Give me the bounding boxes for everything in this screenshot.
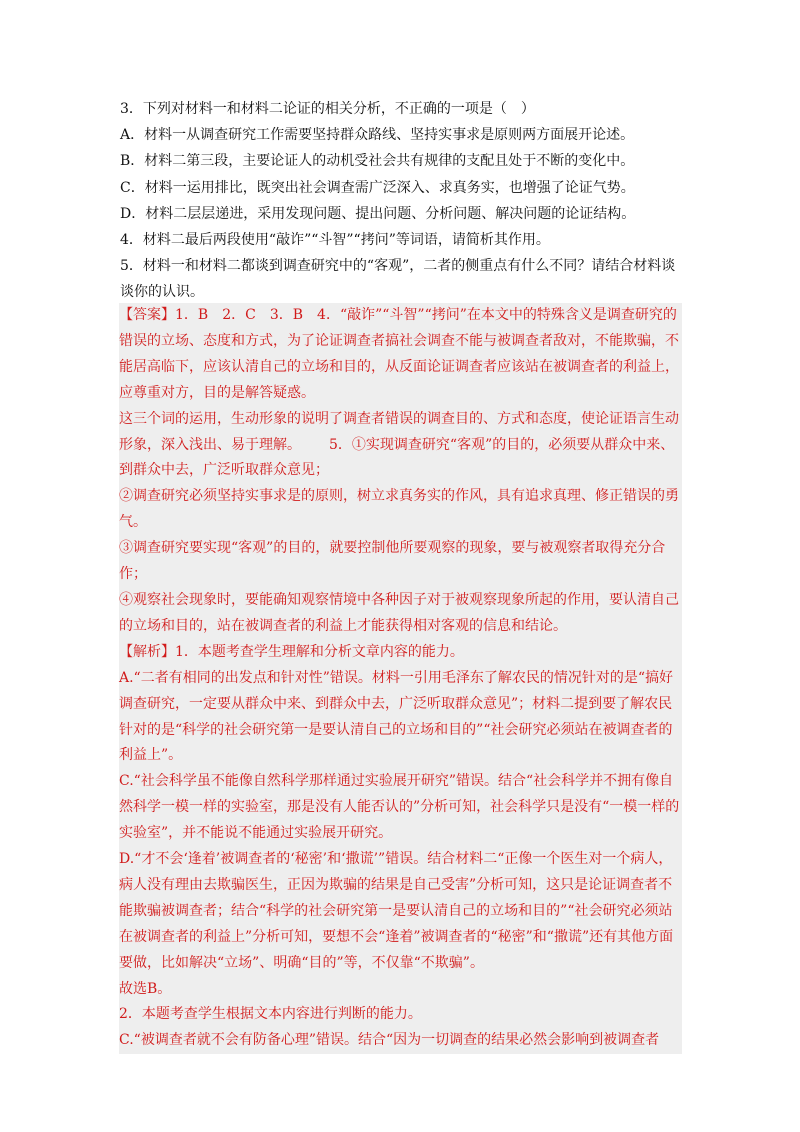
analysis-choose: 故选B。 [119,980,172,997]
answer-point-4: ④观察社会现象时，要能确知观察情境中各种因子对于被观察现象所起的作用，要认清自己的立场和目的，站在被调查者的利益上才能获得相对客观的信息和结论。 [119,591,679,634]
answer-q5: 5．①实现调查研究“客观”的目的，必须要从群众中来、到群众中去，广泛听取群众意见； [119,436,675,479]
answer-line [119,303,682,407]
answer-tag: 【答案】 [119,307,175,323]
answer-mc-1: 1．B [175,307,209,323]
option-d: D．材料二层层递进，采用发现问题、提出问题、分析问题、解决问题的论证结构。 [120,205,636,222]
analysis-c2: C.“被调查者就不会有防备心理”错误。结合“因为一切调查的结果必然会影响到被调查者 [119,1032,660,1049]
answer-mc-2: 2．C [222,307,256,323]
questions-block [120,96,680,306]
option-b: B．材料二第三段，主要论证人的动机受社会共有规律的支配且处于不断的变化中。 [120,153,635,170]
answer-point-3: ③调查研究要实现“客观”的目的，就要控制他所要观察的现象，要与被观察者取得充分合作； [119,540,666,583]
option-a: A．材料一从调查研究工作需要坚持群众路线、坚持实事求是原则两方面展开论述。 [120,127,635,144]
question-4: 4．材料二最后两段使用“敲诈”“斗智”“拷问”等词语，请简析其作用。 [120,232,550,249]
question-3: 3．下列对材料一和材料二论证的相关分析，不正确的一项是（ ） [120,101,535,117]
answer-q4: 4．“敲诈”“斗智”“拷问”在本文中的特殊含义是调查研究的错误的立场、态度和方式，为了论证调查者搞社会调查不能与被调查者敌对，不能欺骗，不能居高临下，应该认清自己的立场和目的，从反面论证调查者应该站在被调查者的利益上，应尊重对方，目的是解答疑惑。 [119,307,679,401]
question-5: 5．材料一和材料二都谈到调查研究中的“客观”，二者的侧重点有什么不同？请结合材料谈谈你的认识。 [120,258,676,301]
answer-mc-3: 3．B [269,307,304,323]
analysis-tag: 【解析】 [119,643,175,660]
analysis-c: C.“社会科学虽不能像自然科学那样通过实验展开研究”错误。结合“社会科学并不拥有像自然科学一模一样的实验室，那是没有人能否认的”分析可知，社会科学只是没有“一模一样的实验室”，并不能说不能通过实验展开研究。 [119,773,680,842]
analysis-d: D.“才不会‘逢着’被调查者的‘秘密’和‘撒谎’”错误。结合材料二“正像一个医生对一个病人，病人没有理由去欺骗医生，正因为欺骗的结果是自己受害”分析可知，这只是论证调查者不能欺骗被调查者；结合“科学的社会研究第一是要认清自己的立场和目的”“社会研究必须站在被调查者的利益上”分析可知，要想不会“逢着”被调查者的“秘密”和“撒谎”还有其他方面要做，比如解决“立场”、明确“目的”等，不仅靠“不欺骗”。 [119,851,674,971]
analysis-a: A.“二者有相同的出发点和针对性”错误。材料一引用毛泽东了解农民的情况针对的是“搞好调查研究，一定要从群众中来、到群众中去，广泛听取群众意见”；材料二提到要了解农民针对的是“科学的社会研究第一是要认清自己的立场和目的”“社会研究必须站在被调查者的利益上”。 [119,669,674,764]
answer-analysis-block [119,303,682,1054]
analysis-intro: 【解析】1．本题考查学生理解和分析文章内容的能力。 [119,643,464,660]
answer-q4-continued: 这三个词的运用，生动形象的说明了调查者错误的调查目的、方式和态度，使论证语言生动形象，深入浅出、易于理解。 5．①实现调查研究“客观”的目的，必须要从群众中来、到群众中去，广泛听取群众意见； [119,410,679,479]
analysis-intro-2: 2．本题考查学生根据文本内容进行判断的能力。 [119,1006,422,1023]
option-c: C．材料一运用排比，既突出社会调查需广泛深入、求真务实，也增强了论证气势。 [120,179,635,196]
answer-point-2: ②调查研究必须坚持实事求是的原则，树立求真务实的作风，具有追求真理、修正错误的勇气。 [119,488,679,531]
